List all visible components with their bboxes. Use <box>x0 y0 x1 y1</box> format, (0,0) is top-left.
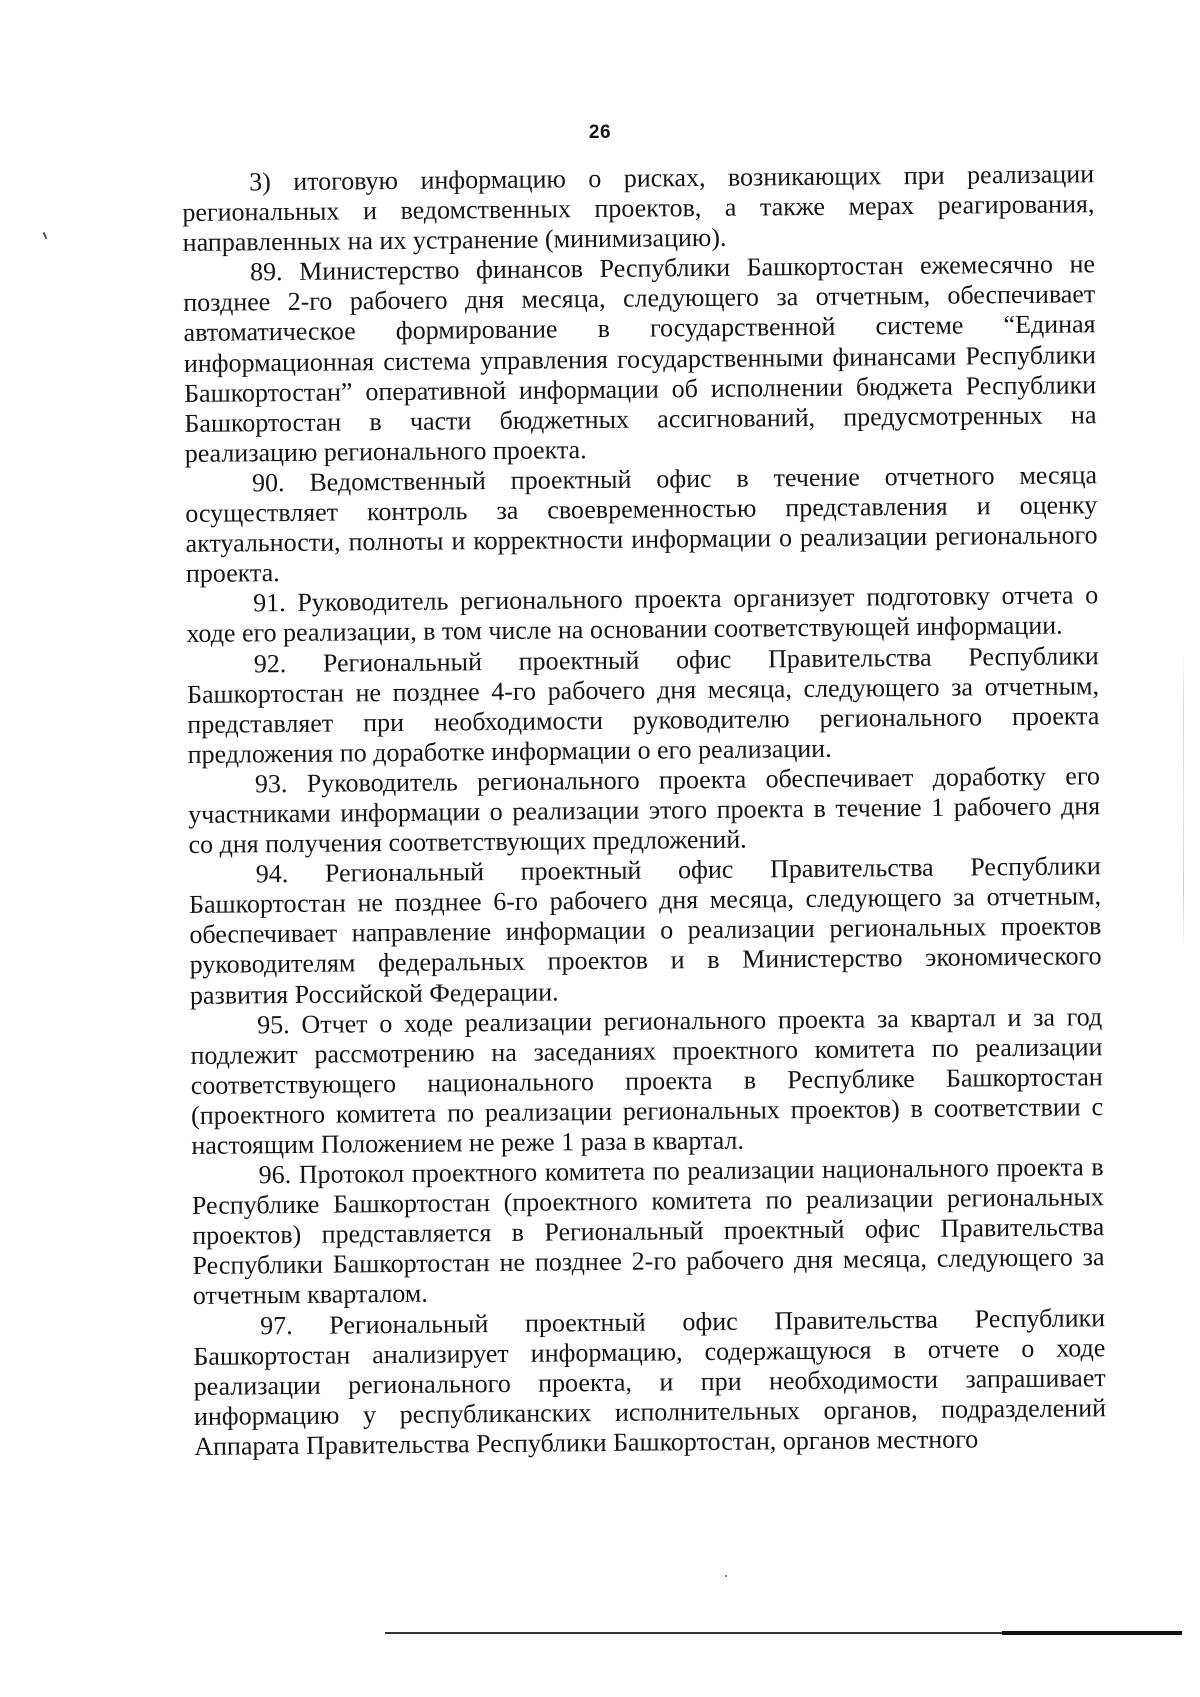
scan-edge-shadow <box>1183 650 1184 950</box>
paragraph-97: 97. Региональный проектный офис Правительства Республики Башкортостан анализирует информацию, содержащуюся в отчете о ходе реализации регионального проекта, и при необходимости запрашивает информацию у республиканских исполнительных органов, подразделений Аппарата Правительства Республики Башкортостан, органов местного <box>193 1302 1107 1461</box>
paragraph-90: 90. Ведомственный проектный офис в течение отчетного месяца осуществляет контроль за своевременностью представления и оценку актуальности, полноты и корректности информации о реализации регионального проекта. <box>185 460 1098 589</box>
scan-dot <box>725 1575 727 1577</box>
body-text <box>182 159 1106 1462</box>
bottom-rule-line <box>385 1632 1182 1634</box>
paragraph-91: 91. Руководитель регионального проекта организует подготовку отчета о ходе его реализации, в том числе на основании соответствующей информации. <box>186 580 1099 649</box>
paragraph-96: 96. Протокол проектного комитета по реализации национального проекта в Республике Башкортостан (проектного комитета по реализации региональных проектов) представляется в Региональный проектный офис Правительства Республики Башкортостан не позднее 2-го рабочего дня месяца, следующего за отчетным кварталом. <box>191 1152 1105 1311</box>
page-number: 26 <box>588 122 612 143</box>
paragraph-89: 89. Министерство финансов Республики Башкортостан ежемесячно не позднее 2-го рабочего дня месяца, следующего за отчетным, обеспечивает автоматическое формирование в государственной системе “Единая информационная система управления государственными финансами Республики Башкортостан” оперативной информации об исполнении бюджета Республики Башкортостан в части бюджетных ассигнований, предусмотренных на реализацию регионального проекта. <box>183 249 1097 468</box>
paragraph-94: 94. Региональный проектный офис Правительства Республики Башкортостан не позднее 6-го рабочего дня месяца, следующего за отчетным, обеспечивает направление информации о реализации региональных проектов руководителям федеральных проектов и в Министерство экономического развития Российской Федерации. <box>188 851 1102 1010</box>
paragraph-95: 95. Отчет о ходе реализации регионального проекта за квартал и за год подлежит рассмотрению на заседаниях проектного комитета по реализации соответствующего национального проекта в Республике Башкортостан (проектного комитета по реализации региональных проектов) в соответствии с настоящим Положением не реже 1 раза в квартал. <box>190 1001 1104 1160</box>
paragraph-item-3: 3) итоговую информацию о рисках, возникающих при реализации региональных и ведомственных проектов, а также мерах реагирования, направленных на их устранение (минимизацию). <box>182 159 1095 258</box>
paragraph-92: 92. Региональный проектный офис Правительства Республики Башкортостан не позднее 4-го рабочего дня месяца, следующего за отчетным, представляет при необходимости руководителю регионального проекта предложения по доработке информации о его реализации. <box>186 640 1100 769</box>
paragraph-93: 93. Руководитель регионального проекта обеспечивает доработку его участниками информации о реализации этого проекта в течение 1 рабочего дня со дня получения соответствующих предложений. <box>188 761 1101 860</box>
scan-speck <box>43 232 48 239</box>
